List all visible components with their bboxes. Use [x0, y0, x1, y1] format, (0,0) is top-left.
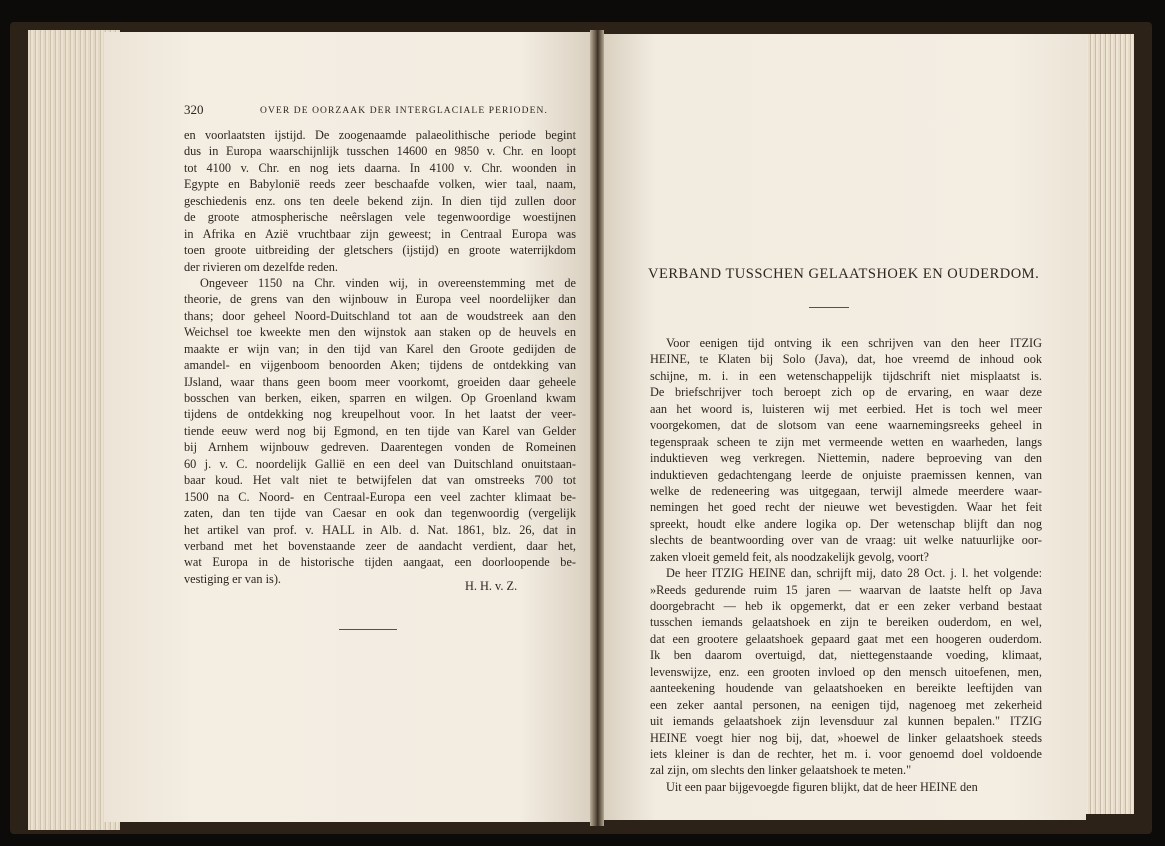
text-line: thans; door geheel Noord-Duitschland tot aan de woudstreek aan den [184, 308, 576, 323]
text-line: voorgekomen, dat de slotsom van eene waarnemingsreeks geheel in [650, 418, 1042, 433]
text-line: Ongeveer 1150 na Chr. vinden wij, in overeenstemming met de [200, 275, 576, 290]
text-line: tegenspraak scheen te zijn met vermeende wetten en waarheden, langs [650, 434, 1042, 449]
text-line: levenswijze, enz. een grooten invloed op den mensch uitoefenen, men, [650, 664, 1042, 679]
left-body-text [184, 127, 576, 587]
text-line: IJsland, waar thans geen boom meer voorkomt, groeiden daar geheele [184, 374, 576, 389]
text-line: uit iemands gelaatshoek zijn levensduur zal kunnen bepalen." ITZIG [650, 714, 1042, 729]
text-line: HEINE voegt hier nog bij, dat, »hoewel de linker gelaatshoek steeds [650, 730, 1042, 745]
text-line: tijdens de ontdekking nog kreupelhout voor. In het laatst der veer- [184, 407, 576, 422]
text-line: induktieven gedachtengang leerde de onjuiste praemissen kennen, van [650, 467, 1042, 482]
text-line: induktieven weg verkregen. Niettemin, nadere beproeving van den [650, 451, 1042, 466]
text-line: dat een grootere gelaatshoek gepaard gaat met een hoogeren ouderdom. [650, 631, 1042, 646]
text-line: 60 j. v. C. noordelijk Gallië en een deel van Duitschland onuitstaan- [184, 456, 576, 471]
text-line: schijne, m. i. in een wetenschappelijk tijdschrift niet misplaatst is. [650, 368, 1042, 383]
text-line: in Afrika en Azië vruchtbaar zijn geweest; in Centraal Europa was [184, 226, 576, 241]
author-signature: H. H. v. Z. [465, 579, 518, 593]
running-head: OVER DE OORZAAK DER INTERGLACIALE PERIODEN. [260, 106, 548, 116]
text-line: 1500 na C. Noord- en Centraal-Europa een veel zachter klimaat be- [184, 489, 576, 504]
text-line: toen groote uitbreiding der gletschers (ijstijd) en groote waterrijkdom [184, 243, 576, 258]
text-line: tusschen iemands gelaatshoek en zijn te bereiken ouderdom, en wel, [650, 615, 1042, 630]
chapter-title: VERBAND TUSSCHEN GELAATSHOEK EN OUDERDOM. [648, 266, 1040, 282]
text-line: amandel- en vijgenboom benoorden Aken; tijdens de ontdekking van [184, 358, 576, 373]
text-line: zal zijn, om slechts den linker gelaatshoek te meten." [650, 763, 912, 778]
text-line: welke de redeneering was uitgegaan, terwijl almede meerdere waar- [650, 483, 1042, 498]
left-page [104, 32, 594, 822]
text-line: »Reeds gedurende ruim 15 jaren — waarvan de laatste helft op Java [650, 582, 1042, 597]
text-line: Uit een paar bijgevoegde figuren blijkt, dat de heer HEINE den [666, 779, 978, 794]
text-line: maakte er wijn van; in den tijd van Karel den Groote gedijden de [184, 341, 576, 356]
right-body-text [650, 335, 1042, 795]
text-line: de groote atmospherische neêrslagen vele tegenwoordige woestijnen [184, 210, 576, 225]
book-gutter [590, 30, 604, 826]
text-line: iets kleiner is dan de rechter, het m. i. voor genoemd doel voldoende [650, 746, 1042, 761]
text-line: slechts de beantwoording over van de vraag: uit welke natuurlijke oor- [650, 533, 1042, 548]
text-line: tot 4100 v. Chr. en nog iets daarna. In 4100 v. Chr. woonden in [184, 160, 576, 175]
text-line: tiende eeuw werd nog bij Egmond, en ten tijde van Karel van Gelder [184, 423, 576, 438]
text-line: Weichsel toe kweekte men den wijnstok aan staken op de heuvels en [184, 325, 576, 340]
text-line: aan het woord is, luisteren wij met eerbied. Het is toch wel meer [650, 401, 1042, 416]
text-line: nemingen het goed recht der nieuwe wet bevestigden. Waar het feit [650, 500, 1042, 515]
title-rule [809, 307, 849, 308]
text-line: De heer ITZIG HEINE dan, schrijft mij, dato 28 Oct. j. l. het volgende: [666, 566, 1042, 581]
text-line: Voor eenigen tijd ontving ik een schrijven van den heer ITZIG [666, 336, 1042, 350]
text-line: zaken vloeit gemeld feit, als noodzakelijk gevolg, voort? [650, 549, 929, 564]
text-line: Egypte en Babylonië reeds zeer beschaafde volken, wier taal, naam, [184, 177, 576, 192]
text-line: spreekt, houdt elke andere logika op. Der wetenschap blijft dan nog [650, 516, 1042, 531]
text-line: HEINE, te Klaten bij Solo (Java), dat, hoe vreemd de inhoud ook [650, 352, 1042, 367]
text-line: theorie, de grens van den wijnbouw in Europa veel noordelijker dan [184, 292, 576, 307]
page-number: 320 [184, 102, 204, 117]
text-line: een zeker aantal personen, na eenigen tijd, nagenoeg met zekerheid [650, 697, 1042, 712]
text-line: De briefschrijver toch beroept zich op de ervaring, en waar deze [650, 385, 1042, 400]
text-line: dus in Europa waarschijnlijk tusschen 14600 en 9850 v. Chr. en loopt [184, 144, 576, 159]
text-line: Ik ben daarom overtuigd, dat, niettegenstaande voeding, klimaat, [650, 648, 1042, 663]
text-line: bij Arnhem wijnbouw gedreven. Daarentegen vonden de Romeinen [184, 440, 576, 455]
text-line: aanteekening houdende van gelaatshoeken en bereikte leeftijden van [650, 681, 1042, 696]
text-line: en voorlaatsten ijstijd. De zoogenaamde palaeolithische periode begint [184, 128, 576, 142]
text-line: doorgebracht — heb ik opgemerkt, dat er een zeker verband bestaat [650, 599, 1042, 613]
text-line: geschiedenis enz. ons ten deele bekend zijn. In dien tijd zullen door [184, 193, 576, 208]
right-page [596, 34, 1086, 820]
text-line: bosschen van berken, eiken, sparren en wilgen. Op Groenland kwam [184, 391, 576, 405]
text-line: baar koud. Het valt niet te betwijfelen dat van omstreeks 700 tot [184, 473, 576, 488]
text-line: vestiging er van is). [184, 571, 281, 586]
text-line: het artikel van prof. v. HALL in Alb. d. Nat. 1861, blz. 26, dat in [184, 522, 576, 537]
text-line: wat Europa in de historische tijden aangaat, een doorloopende be- [184, 555, 576, 570]
text-line: zaten, dan ten tijde van Caesar en ook dan tegenwoordig (vergelijk [184, 506, 576, 521]
text-line: verband met het bovenstaande zeer de aandacht verdient, daar het, [184, 538, 576, 553]
text-line: der rivieren om dezelfde reden. [184, 259, 338, 274]
section-divider [339, 629, 397, 630]
